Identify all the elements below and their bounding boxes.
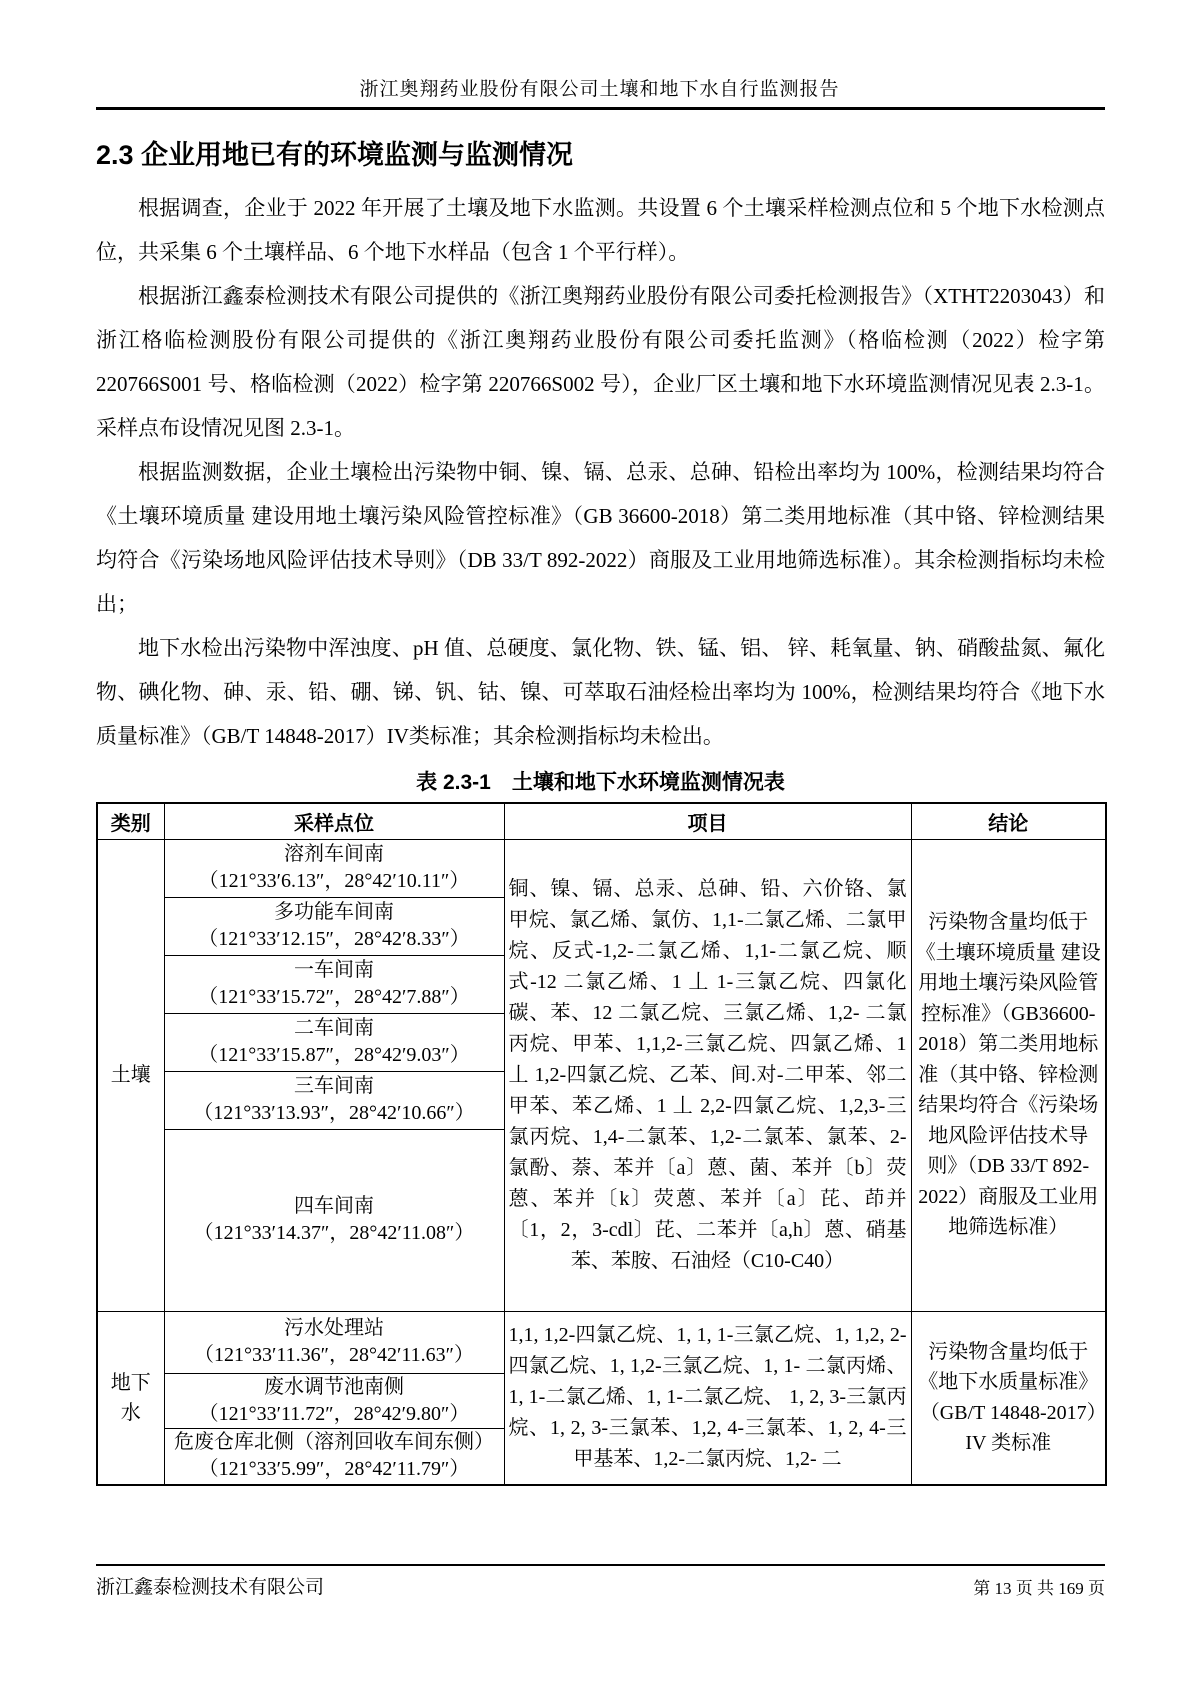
sampling-point-cell	[164, 839, 504, 897]
table-row	[97, 1311, 1106, 1373]
sampling-point-cell	[164, 955, 504, 1013]
sampling-point-cell	[164, 1013, 504, 1071]
point-coords: （121°33′15.72″，28°42′7.88″）	[198, 986, 470, 1008]
column-header-items: 项目	[504, 803, 911, 839]
paragraph-2: 根据浙江鑫泰检测技术有限公司提供的《浙江奥翔药业股份有限公司委托检测报告》（XTHT2203043）和浙江格临检测股份有限公司提供的《浙江奥翔药业股份有限公司委托监测》（格临检测（2022）检字第 220766S001 号、格临检测（2022）检字第 220766S002 号），企业厂区土壤和地下水环境监测情况见表 2.3-1。采样点布设情况见图 2.3-1。	[96, 284, 1105, 440]
monitoring-table	[96, 802, 1107, 1486]
paragraph-3: 根据监测数据，企业土壤检出污染物中铜、镍、镉、总汞、总砷、铅检出率均为 100%，检测结果均符合《土壤环境质量 建设用地土壤污染风险管控标准》（GB 36600-2018）第二类用地标准（其中铬、锌检测结果均符合《污染场地风险评估技术导则》（DB 33/T 892-2022）商服及工业用地筛选标准）。其余检测指标均未检出；	[96, 460, 1105, 616]
document-header-title: 浙江奥翔药业股份有限公司土壤和地下水自行监测报告	[359, 79, 840, 100]
sampling-point-cell	[164, 897, 504, 955]
point-name: 污水处理站	[284, 1317, 384, 1339]
items-cell-groundwater: 1,1, 1,2-四氯乙烷、1, 1, 1-三氯乙烷、1, 1,2, 2-四氯乙烷、1, 1,2-三氯乙烷、1, 1- 二氯丙烯、1, 1-二氯乙烯、1, 1-二氯乙烷、 1, 2, 3-三氯丙烷、1, 2, 3-三氯苯、1,2, 4-三氯苯、1, 2, 4-三甲基苯、1,2-二氯丙烷、1,2- 二	[504, 1311, 911, 1485]
paragraph-1: 根据调查，企业于 2022 年开展了土壤及地下水监测。共设置 6 个土壤采样检测点位和 5 个地下水检测点位，共采集 6 个土壤样品、6 个地下水样品（包含 1 个平行样）。	[96, 196, 1105, 264]
sampling-point-cell	[164, 1071, 504, 1129]
point-name: 危废仓库北侧（溶剂回收车间东侧）	[174, 1431, 494, 1454]
column-header-conclusion: 结论	[911, 803, 1106, 839]
column-header-category: 类别	[97, 803, 164, 839]
conclusion-cell-soil: 污染物含量均低于 《土壤环境质量 建设用地土壤污染风险管控标准》（GB36600-2018）第二类用地标准（其中铬、锌检测结果均符合《污染场地风险评估技术导则》（DB 33/T 892-2022）商服及工业用地筛选标准）	[911, 839, 1106, 1311]
point-name: 一车间南	[294, 959, 374, 981]
point-coords: （121°33′13.93″，28°42′10.66″）	[193, 1102, 475, 1124]
conclusion-cell-groundwater: 污染物含量均低于《地下水质量标准》（GB/T 14848-2017）IV 类标准	[911, 1311, 1106, 1485]
category-cell-soil: 土壤	[97, 839, 164, 1311]
table-title: 表 2.3-1 土壤和地下水环境监测情况表	[416, 771, 785, 794]
table-row	[97, 839, 1106, 897]
point-name: 溶剂车间南	[284, 843, 384, 865]
point-name: 废水调节池南侧	[264, 1375, 404, 1398]
point-coords: （121°33′6.13″，28°42′10.11″）	[198, 870, 470, 892]
point-coords: （121°33′11.72″，28°42′9.80″）	[198, 1402, 470, 1425]
point-coords: （121°33′15.87″，28°42′9.03″）	[198, 1044, 470, 1066]
point-name: 二车间南	[294, 1017, 374, 1039]
sampling-point-cell	[164, 1311, 504, 1373]
sampling-point-cell	[164, 1129, 504, 1311]
point-coords: （121°33′5.99″，28°42′11.79″）	[198, 1458, 470, 1481]
point-name: 三车间南	[294, 1075, 374, 1097]
point-coords: （121°33′11.36″，28°42′11.63″）	[194, 1344, 474, 1366]
footer-page-info: 第 13 页 共 169 页	[973, 1579, 1105, 1598]
footer-rule	[96, 1564, 1105, 1566]
point-name: 四车间南	[294, 1195, 374, 1217]
footer-company: 浙江鑫泰检测技术有限公司	[96, 1577, 325, 1598]
sampling-point-cell	[164, 1373, 504, 1428]
sampling-point-cell	[164, 1428, 504, 1485]
category-cell-groundwater: 地下水	[97, 1311, 164, 1485]
section-title: 2.3 企业用地已有的环境监测与监测情况	[96, 140, 574, 170]
point-coords: （121°33′14.37″，28°42′11.08″）	[193, 1222, 475, 1244]
header-rule	[96, 107, 1105, 110]
column-header-sampling-point: 采样点位	[164, 803, 504, 839]
paragraph-4: 地下水检出污染物中浑浊度、pH 值、总硬度、氯化物、铁、锰、铝、 锌、耗氧量、钠、硝酸盐氮、氟化物、碘化物、砷、汞、铅、硼、锑、钒、钴、镍、可萃取石油烃检出率均为 100%，检测结果均符合《地下水质量标准》（GB/T 14848-2017）IV类标准；其余检测指标均未检出。	[96, 636, 1105, 748]
point-coords: （121°33′12.15″，28°42′8.33″）	[198, 928, 470, 950]
page-content	[96, 138, 1105, 1486]
body-paragraphs	[96, 186, 1105, 758]
point-name: 多功能车间南	[274, 901, 394, 923]
items-cell-soil: 铜、镍、镉、总汞、总砷、铅、六价铬、氯甲烷、氯乙烯、氯仿、1,1-二氯乙烯、二氯甲烷、反式-1,2-二氯乙烯、1,1-二氯乙烷、顺式-12 二氯乙烯、1 丄 1-三氯乙烷、四氯化碳、苯、12 二氯乙烷、三氯乙烯、1,2- 二氯丙烷、甲苯、1,1,2-三氯乙烷、四氯乙烯、1 丄 1,2-四氯乙烷、乙苯、间.对-二甲苯、邻二甲苯、苯乙烯、1 丄 2,2-四氯乙烷、1,2,3-三氯丙烷、1,4-二氯苯、1,2-二氯苯、氯苯、2-氯酚、萘、苯并〔a〕蒽、菌、苯并〔b〕荧蒽、苯并〔k〕荧蒽、苯并〔a〕芘、茚并〔1，2，3-cdl〕芘、二苯并〔a,h〕蒽、硝基苯、苯胺、石油烃（C10-C40）	[504, 839, 911, 1311]
